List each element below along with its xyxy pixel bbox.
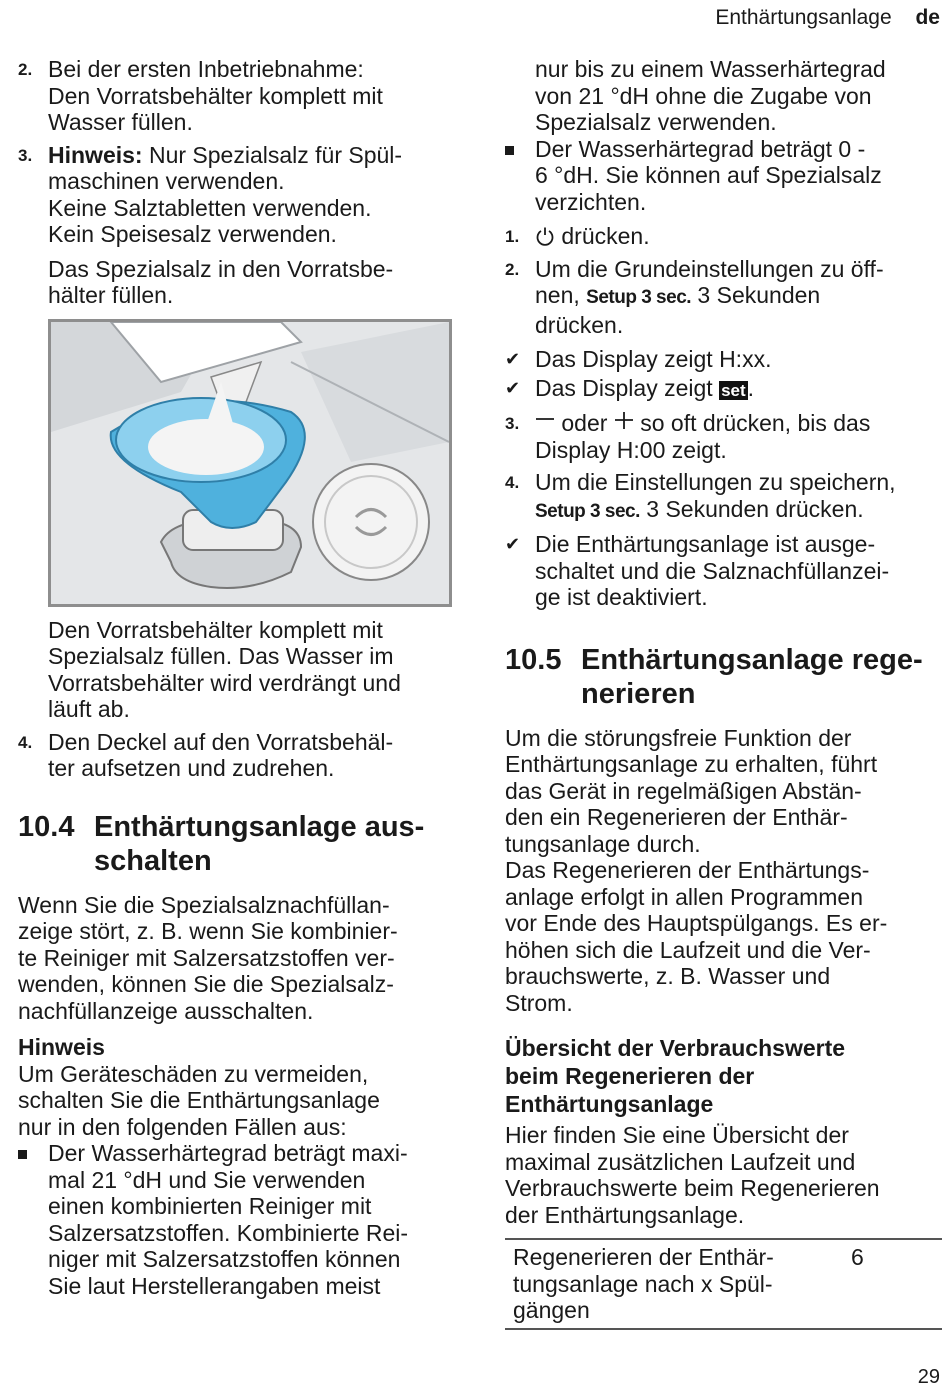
section-number: 10.5 [505, 643, 562, 676]
subheading-consumption: Übersicht der Verbrauchswerte beim Regenerieren der Enthärtungsanlage [505, 1035, 846, 1117]
bullet-square-icon [505, 146, 514, 155]
page-number: 29 [917, 1366, 940, 1388]
step-2: 2. Bei der ersten Inbetriebnahme: Den Vorratsbehälter komplett mit Wasser füllen. [18, 56, 383, 135]
fill-instructions: Den Vorratsbehälter komplett mit Spezialsalz füllen. Das Wasser im Vorratsbehälter wird verdrängt und läuft ab. [48, 616, 401, 722]
minus-icon [535, 412, 555, 432]
power-icon [535, 226, 555, 246]
step-number: 4. [18, 732, 33, 752]
step-1: 1. drücken. [505, 223, 650, 249]
bullet-item: Der Wasserhärtegrad beträgt 0 - 6 °dH. Sie können auf Spezialsalz verzichten. [505, 136, 942, 216]
step-number: 4. [505, 473, 520, 492]
table-cell-label: Regenerieren der Enthär- tungsanlage nach x Spül- gängen [505, 1239, 843, 1329]
section-heading-10-5: 10.5 Enthärtungsanlage rege- nerieren [505, 643, 923, 710]
section-number: 10.4 [18, 810, 75, 843]
step-number: 2. [18, 60, 33, 79]
bullet-continuation: nur bis zu einem Wasserhärtegrad von 21 °dH ohne die Zugabe von Spezialsalz verwenden. [535, 56, 886, 135]
result-3: ✔ Die Enthärtungsanlage ist ausge- schaltet und die Salznachfüllanzei- ge ist deaktiviert. [505, 531, 890, 610]
left-column [18, 56, 458, 1299]
check-icon: ✔ [505, 377, 521, 398]
step-3: 3. Hinweis: Nur Spezialsalz für Spül- maschinen verwenden. Keine Salztabletten verwenden. Kein Speisesalz verwenden. Das Spezialsalz in den Vorratsbe- hälter füllen. [18, 141, 403, 308]
step-4: 4. Den Deckel auf den Vorratsbehäl- ter aufsetzen und zudrehen. [18, 728, 394, 781]
step-number: 3. [18, 145, 33, 165]
table-row [505, 1239, 942, 1329]
setup-key-label: Setup 3 sec. [535, 500, 640, 522]
table-cell-value: 6 [843, 1239, 942, 1329]
regeneration-paragraph: Um die störungsfreie Funktion der Enthärtungsanlage zu erhalten, führt das Gerät in regelmäßigen Abstän- den ein Regenerieren der Enthär- tungsanlage durch. Das Regenerieren der Enthärtungs- anlage erfolgt in allen Programmen vor Ende des Hauptspülgangs. Es er- höhen sich die Laufzeit und die Ver- brauchswerte, z. B. Wasser und Strom. [505, 724, 888, 1016]
step-3: 3. oder so oft drücken, bis das Display H:00 zeigt. [505, 410, 871, 463]
salt-funnel-image [51, 322, 449, 604]
check-icon: ✔ [505, 534, 521, 554]
note-text: Um Geräteschäden zu vermeiden, schalten Sie die Enthärtungsanlage nur in den folgenden Fällen aus: [18, 1060, 380, 1140]
note-heading: Hinweis [18, 1034, 105, 1060]
bullet-square-icon [18, 1150, 27, 1159]
bullet-item: Der Wasserhärtegrad beträgt maxi- mal 21 °dH und Sie verwenden einen kombinierten Reiniger mit Salzersatzstoffen. Kombinierte Rei- niger mit Salzersatzstoffen können Sie laut Herstellerangaben meist [18, 1140, 458, 1299]
result-2: ✔ Das Display zeigt set. [505, 374, 755, 401]
right-column [505, 56, 942, 1330]
check-icon: ✔ [505, 349, 521, 369]
display-set-indicator: set [721, 380, 746, 400]
step-4: 4. Um die Einstellungen zu speichern, Setup 3 sec. 3 Sekunden drücken. [505, 469, 896, 522]
step-number: 3. [505, 414, 520, 433]
language-code: de [915, 6, 940, 29]
step-2: 2. Um die Grundeinstellungen zu öff- nen, Setup 3 sec. 3 Sekunden drücken. [505, 255, 884, 338]
setup-key-label: Setup 3 sec. [586, 287, 692, 308]
section-title: Enthärtungsanlage [715, 6, 892, 29]
section-heading-10-4: 10.4 Enthärtungsanlage aus- schalten [18, 810, 425, 877]
overview-paragraph: Hier finden Sie eine Übersicht der maximal zusätzlichen Laufzeit und Verbrauchswerte beim Regenerieren der Enthärtungsanlage. [505, 1122, 880, 1228]
result-1: ✔ Das Display zeigt H:xx. [505, 346, 772, 372]
hint-label: Hinweis: [48, 141, 143, 168]
page-header [715, 6, 940, 30]
salt-filling-illustration [48, 319, 452, 607]
step-number: 1. [505, 227, 520, 246]
plus-icon [614, 412, 634, 432]
regeneration-table [505, 1238, 942, 1330]
intro-paragraph: Wenn Sie die Spezialsalznachfüllan- zeige stört, z. B. wenn Sie kombinier- te Reiniger mit Salzersatzstoffen ver- wenden, können Sie die Spezialsalz- nachfüllanzeige ausschalten. [18, 891, 398, 1024]
step-number: 2. [505, 259, 520, 279]
